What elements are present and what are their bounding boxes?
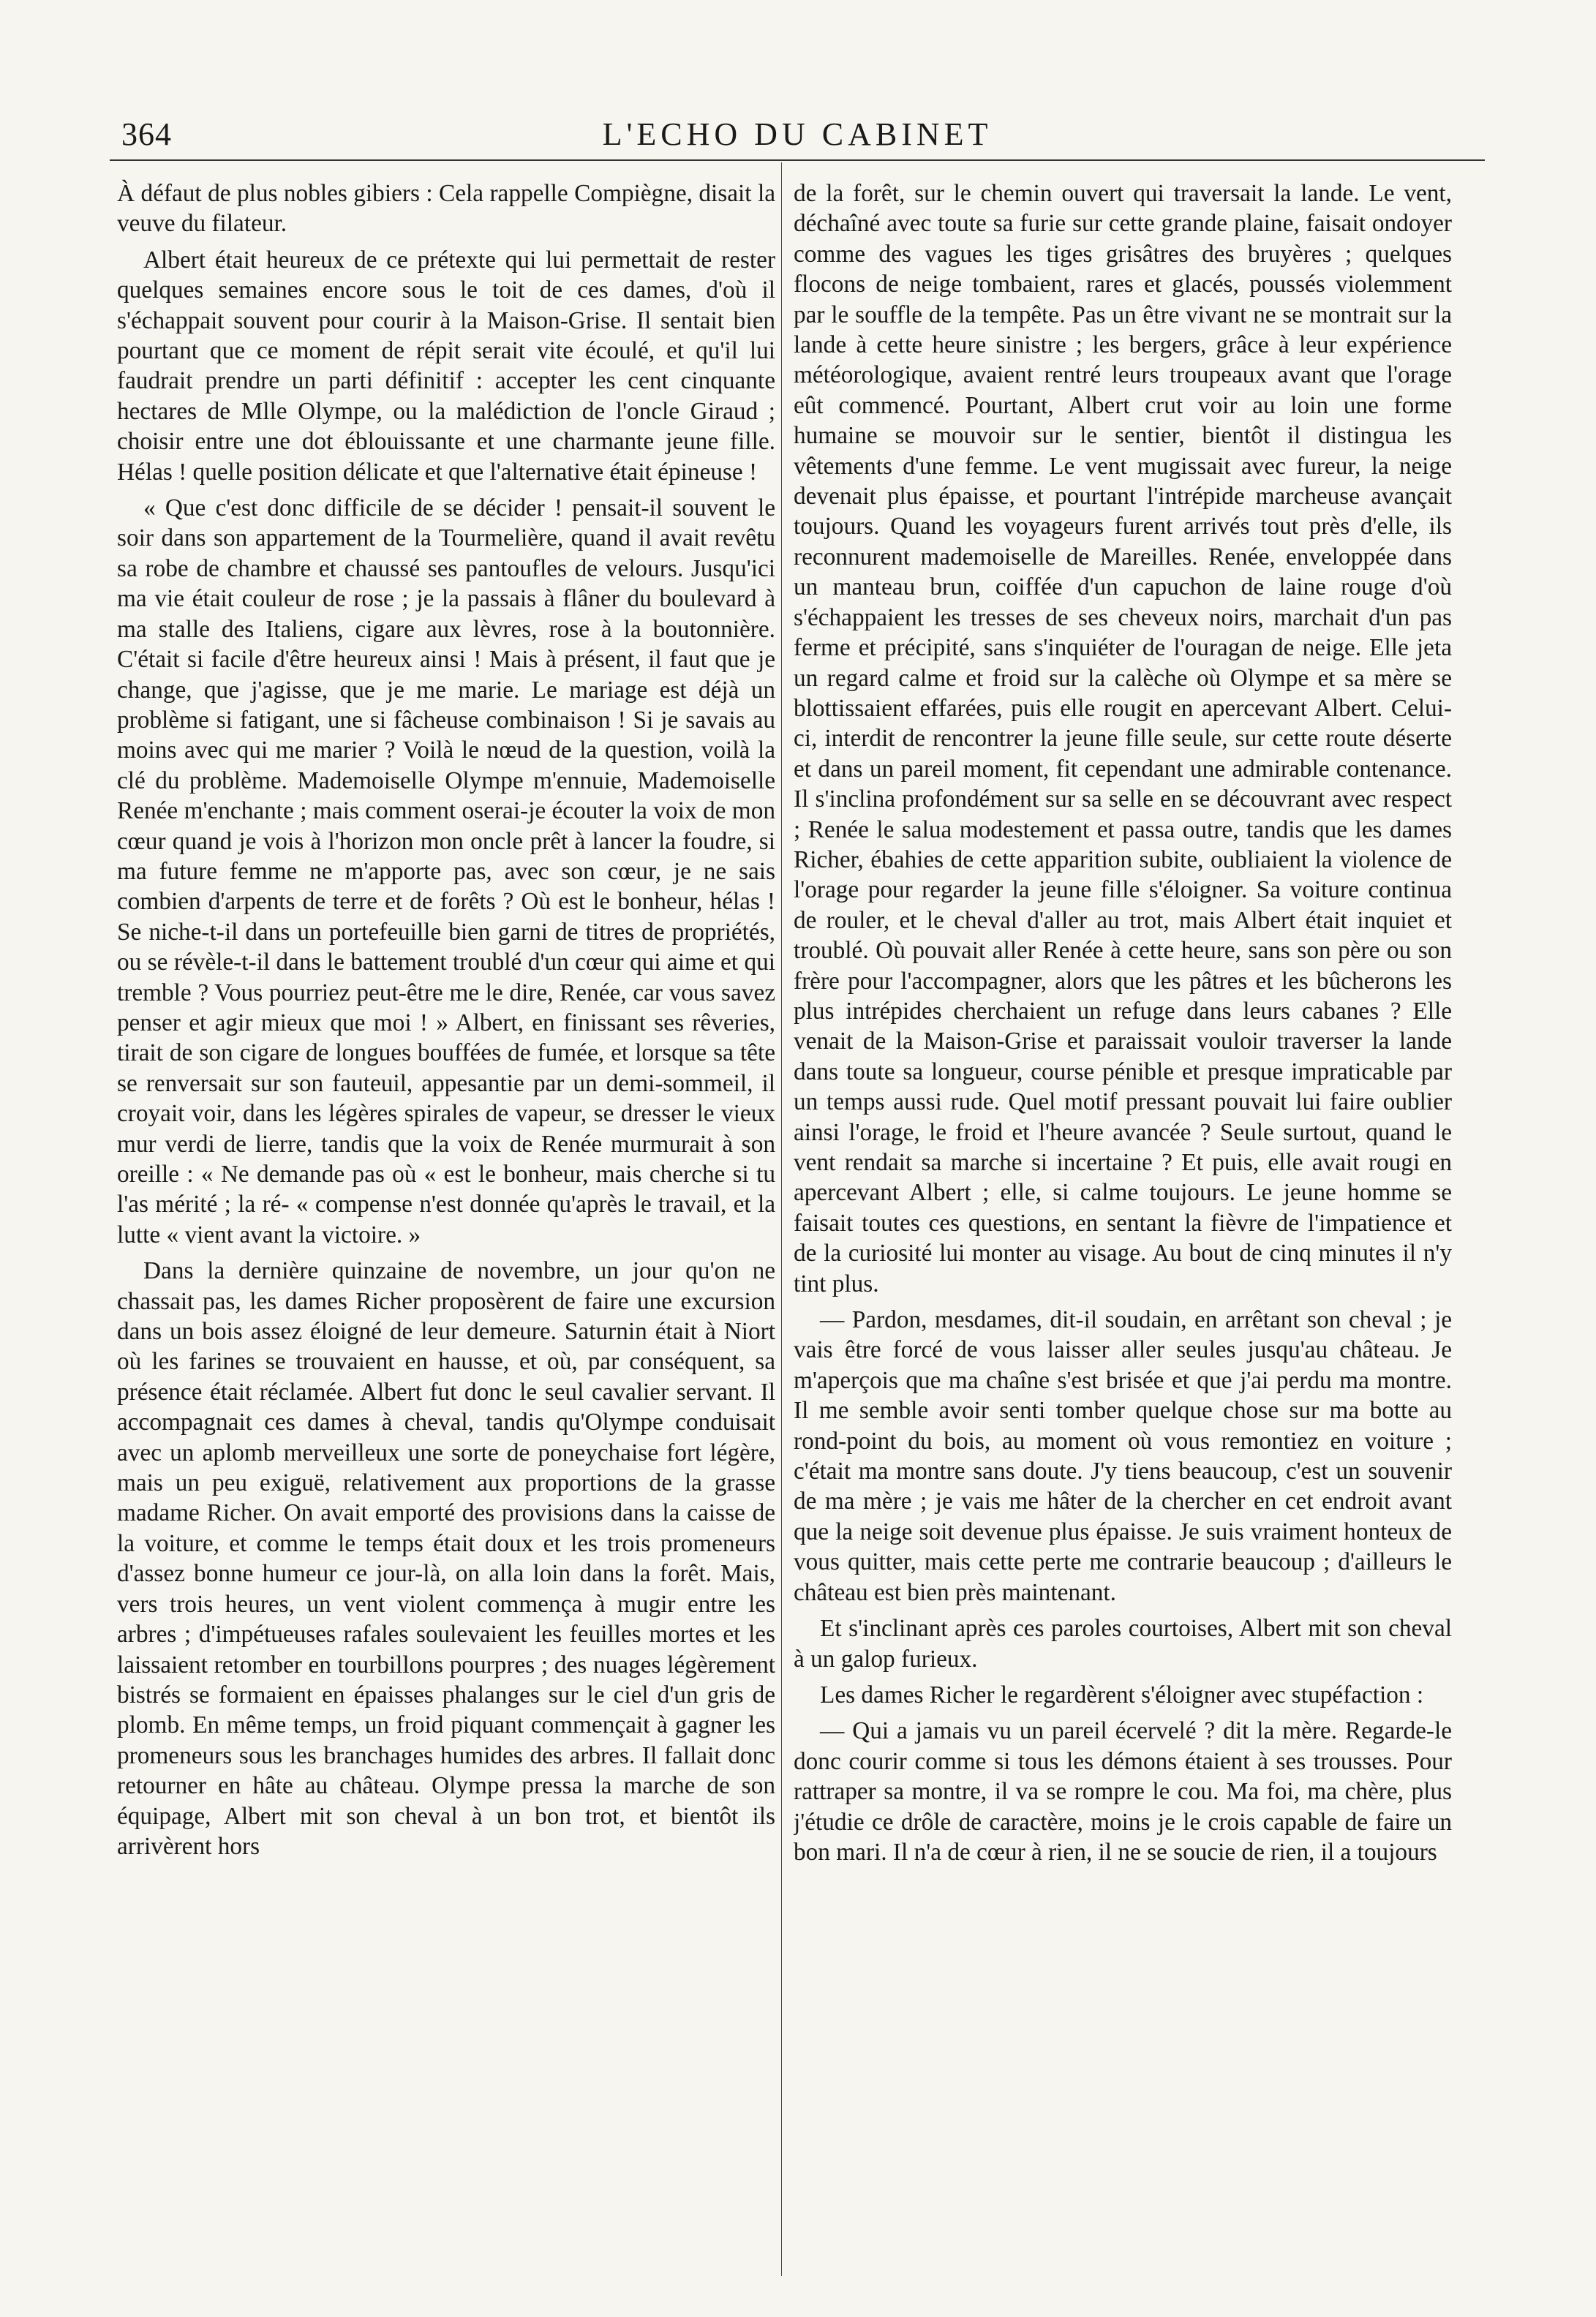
- right-column: [794, 178, 1452, 2270]
- paragraph: — Pardon, mesdames, dit-il soudain, en arrêtant son cheval ; je vais être forcé de vous laisser aller seules jusqu'au château. Je m'aperçois que ma chaîne s'est brisée et que j'ai perdu ma montre. Il me semble avoir senti tomber quelque chose sur ma botte au rond-point du bois, au moment où vous remontiez en voiture ; c'était ma montre sans doute. J'y tiens beaucoup, c'est un souvenir de ma mère ; je vais me hâter de la chercher en cet endroit avant que la neige soit devenue plus épaisse. Je suis vraiment honteux de vous quitter, mais cette perte me contrarie beaucoup ; d'ailleurs le château est bien près maintenant.: [794, 1306, 1452, 1606]
- paragraph: Et s'inclinant après ces paroles courtoises, Albert mit son cheval à un galop furieux.: [794, 1615, 1452, 1673]
- left-column: [117, 178, 775, 2270]
- header-rule: [110, 159, 1485, 161]
- page-header: [110, 116, 1485, 157]
- paragraph: de la forêt, sur le chemin ouvert qui traversait la lande. Le vent, déchaîné avec toute sa furie sur cette grande plaine, faisait ondoyer comme des vagues les tiges grisâtres des bruyères ; quelques flocons de neige tombaient, rares et glacés, poussés violemment par le souffle de la tempête. Pas un être vivant ne se montrait sur la lande à cette heure sinistre ; les bergers, grâce à leur expérience météorologique, avaient rentré leurs troupeaux avant que l'orage eût commencé. Pourtant, Albert crut voir au loin une forme humaine se mouvoir sur le sentier, bientôt il distingua les vêtements d'une femme. Le vent mugissait avec fureur, la neige devenait plus épaisse, et pourtant l'intrépide marcheuse avançait toujours. Quand les voyageurs furent arrivés tout près d'elle, ils reconnurent mademoiselle de Mareilles. Renée, enveloppée dans un manteau brun, coiffée d'un capuchon de laine rouge d'où s'échappaient les tresses de ses cheveux noirs, marchait d'un pas ferme et précipité, sans s'inquiéter de l'ouragan de neige. Elle jeta un regard calme et froid sur la calèche où Olympe et sa mère se blottissaient effarées, puis elle rougit en apercevant Albert. Celui-ci, interdit de rencontrer la jeune fille seule, sur cette route déserte et dans un pareil moment, fit cependant une admirable contenance. Il s'inclina profondément sur sa selle en se découvrant avec respect ; Renée le salua modestement et passa outre, tandis que les dames Richer, ébahies de cette apparition subite, oubliaient la violence de l'orage pour regarder la jeune fille s'éloigner. Sa voiture continua de rouler, et le cheval d'aller au trot, mais Albert était inquiet et troublé. Où pouvait aller Renée à cette heure, sans son père ou son frère pour l'accompagner, alors que les pâtres et les bûcherons les plus intrépides cherchaient un refuge dans leurs cabanes ? Elle venait de la Maison-Grise et paraissait vouloir traverser la lande dans toute sa longueur, course pénible et presque impraticable par un temps aussi rude. Quel motif pressant pouvait lui faire oublier ainsi l'orage, le froid et l'heure avancée ? Seule surtout, quand le vent rendait sa marche si incertaine ? Et puis, elle avait rougi en apercevant Albert ; elle, si calme toujours. Le jeune homme se faisait toutes ces questions, en sentant la fièvre de l'impatience et de la curiosité lui monter au visage. Au bout de cinq minutes il n'y tint plus.: [794, 180, 1452, 1297]
- paragraph: À défaut de plus nobles gibiers : Cela rappelle Compiègne, disait la veuve du filateur.: [117, 180, 775, 238]
- page-number: 364: [121, 116, 172, 152]
- paragraph: Albert était heureux de ce prétexte qui lui permettait de rester quelques semaines encore sous le toit de ces dames, d'où il s'échappait souvent pour courir à la Maison-Grise. Il sentait bien pourtant que ce moment de répit serait vite écoulé, et qu'il lui faudrait prendre un parti définitif : accepter les cent cinquante hectares de Mlle Olympe, ou la malédiction de l'oncle Giraud ; choisir entre une dot éblouissante et une charmante jeune fille. Hélas ! quelle position délicate et que l'alternative était épineuse !: [117, 246, 775, 486]
- paragraph: Les dames Richer le regardèrent s'éloigner avec stupéfaction :: [820, 1681, 1424, 1708]
- column-divider: [781, 162, 782, 2276]
- paragraph: — Qui a jamais vu un pareil écervelé ? dit la mère. Regarde-le donc courir comme si tous les démons étaient à ses trousses. Pour rattraper sa montre, il va se rompre le cou. Ma foi, ma chère, plus j'étudie ce drôle de caractère, moins je le crois capable de faire un bon mari. Il n'a de cœur à rien, il ne se soucie de rien, il a toujours: [794, 1717, 1452, 1866]
- paragraph: « Que c'est donc difficile de se décider ! pensait-il souvent le soir dans son appartement de la Tourmelière, quand il avait revêtu sa robe de chambre et chaussé ses pantoufles de velours. Jusqu'ici ma vie était couleur de rose ; je la passais à flâner du boulevard à ma stalle des Italiens, cigare aux lèvres, rose à la boutonnière. C'était si facile d'être heureux ainsi ! Mais à présent, il faut que je change, que j'agisse, que je me marie. Le mariage est déjà un problème si fatigant, une si fâcheuse combinaison ! Si je savais au moins avec qui me marier ? Voilà le nœud de la question, voilà la clé du problème. Mademoiselle Olympe m'ennuie, Mademoiselle Renée m'enchante ; mais comment oserai-je écouter la voix de mon cœur quand je vois à l'horizon mon oncle prêt à lancer la foudre, si ma future femme ne m'apporte pas, avec son cœur, je ne sais combien d'arpents de terre et de forêts ? Où est le bonheur, hélas ! Se niche-t-il dans un portefeuille bien garni de titres de propriétés, ou se révèle-t-il dans le battement troublé d'un cœur qui aime et qui tremble ? Vous pourriez peut-être me le dire, Renée, car vous savez penser et agir mieux que moi ! » Albert, en finissant ses rêveries, tirait de son cigare de longues bouffées de fumée, et lorsque sa tête se renversait sur son fauteuil, appesantie par un demi-sommeil, il croyait voir, dans les légères spirales de vapeur, se dresser le vieux mur verdi de lierre, tandis que la voix de Renée murmurait à son oreille : « Ne demande pas où « est le bonheur, mais cherche si tu l'as mérité ; la ré- « compense n'est donnée qu'après le travail, et la lutte « vient avant la victoire. »: [117, 494, 775, 1248]
- running-title: L'ECHO DU CABINET: [602, 116, 993, 152]
- paragraph: Dans la dernière quinzaine de novembre, un jour qu'on ne chassait pas, les dames Richer proposèrent de faire une excursion dans un bois assez éloigné de leur demeure. Saturnin était à Niort où les farines se trouvaient en hausse, et où, par conséquent, sa présence était réclamée. Albert fut donc le seul cavalier servant. Il accompagnait ces dames à cheval, tandis qu'Olympe conduisait avec un aplomb merveilleux une sorte de poneychaise fort légère, mais un peu exiguë, relativement aux proportions de la grasse madame Richer. On avait emporté des provisions dans la caisse de la voiture, et comme le temps était doux et les trois promeneurs d'assez bonne humeur ce jour-là, on alla loin dans la forêt. Mais, vers trois heures, un vent violent commença à mugir entre les arbres ; d'impétueuses rafales soulevaient les feuilles mortes et les laissaient retomber en tourbillons pourpres ; des nuages légèrement bistrés se formaient en épaisses phalanges sur le ciel d'un gris de plomb. En même temps, un froid piquant commençait à gagner les promeneurs sous les branchages humides des arbres. Il fallait donc retourner en hâte au château. Olympe pressa la marche de son équipage, Albert mit son cheval à un bon trot, et bientôt ils arrivèrent hors: [117, 1257, 775, 1860]
